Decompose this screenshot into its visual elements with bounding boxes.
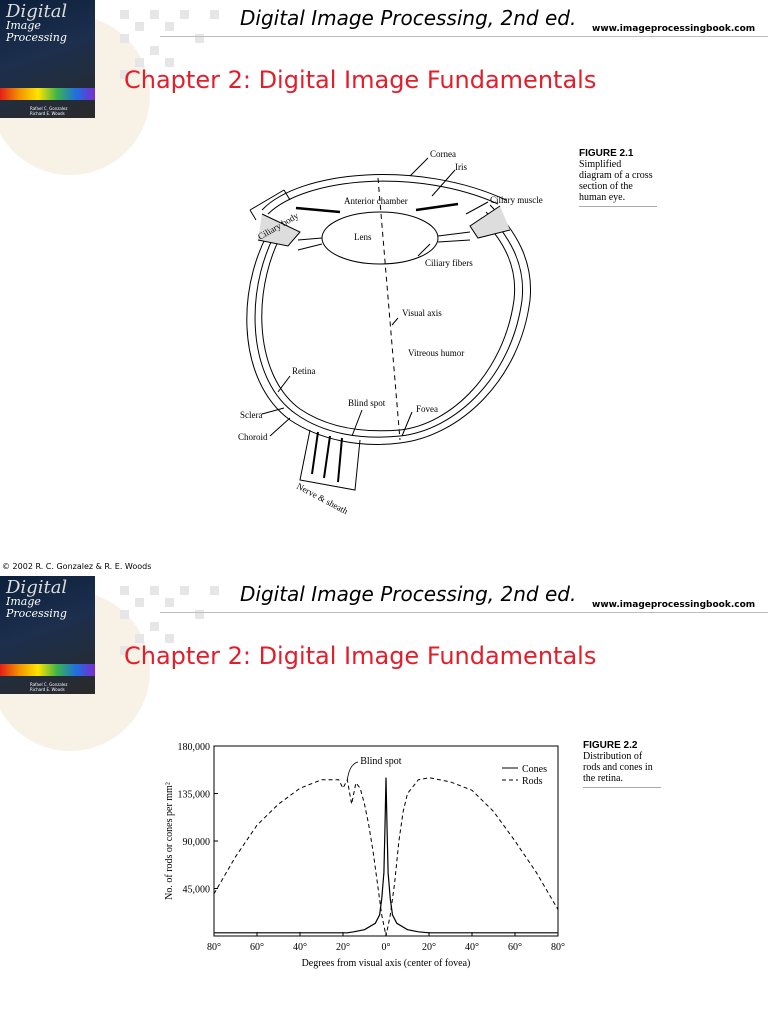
x-tick-label: 40° xyxy=(293,942,307,953)
x-axis-label: Degrees from visual axis (center of fovea) xyxy=(301,958,471,969)
label-ciliary-fibers: Ciliary fibers xyxy=(425,258,473,268)
x-tick-label: 60° xyxy=(508,942,522,953)
y-axis-label: No. of rods or cones per mm² xyxy=(164,782,175,900)
x-tick-label: 20° xyxy=(336,942,350,953)
caption-rule xyxy=(583,787,661,788)
figure-2-1-caption: FIGURE 2.1 Simplified diagram of a cross section of the human eye. xyxy=(579,148,657,207)
figure-number: FIGURE 2.1 xyxy=(579,148,634,159)
label-visual-axis: Visual axis xyxy=(402,308,442,318)
website-url: www.imageprocessingbook.com xyxy=(592,600,756,610)
figure-number: FIGURE 2.2 xyxy=(583,740,638,751)
label-iris: Iris xyxy=(455,162,467,172)
label-lens: Lens xyxy=(354,232,372,242)
book-title-header: Digital Image Processing, 2nd ed. xyxy=(240,582,577,606)
chapter-title: Chapter 2: Digital Image Fundamentals xyxy=(124,66,597,94)
label-choroid: Choroid xyxy=(238,432,268,442)
legend-label: Cones xyxy=(522,764,547,775)
label-nerve-sheath: Nerve & sheath xyxy=(295,480,350,517)
cover-authors: Rafael C. Gonzalez Richard E. Woods xyxy=(30,106,68,116)
series-line-cones xyxy=(214,778,558,933)
plot-frame xyxy=(214,746,558,936)
book-title-header: Digital Image Processing, 2nd ed. xyxy=(240,6,577,30)
y-tick-label: 90,000 xyxy=(182,837,210,848)
cover-title-line3: Processing xyxy=(6,31,67,44)
cover-title-line1: Digital xyxy=(6,1,68,22)
rods-cones-distribution-chart xyxy=(0,576,768,1024)
caption-rule xyxy=(579,206,657,207)
x-tick-label: 80° xyxy=(207,942,221,953)
chapter-title: Chapter 2: Digital Image Fundamentals xyxy=(124,642,597,670)
x-tick-label: 20° xyxy=(422,942,436,953)
figure-2-2-caption: FIGURE 2.2 Distribution of rods and cones in the retina. xyxy=(583,740,661,788)
cover-title-line2: Image xyxy=(6,19,41,32)
slide-rods-cones-chart xyxy=(0,576,768,1024)
label-ciliary-muscle: Ciliary muscle xyxy=(490,195,543,205)
label-retina: Retina xyxy=(292,366,316,376)
copyright-notice: © 2002 R. C. Gonzalez & R. E. Woods xyxy=(2,562,152,571)
label-fovea: Fovea xyxy=(416,404,438,414)
legend-label: Rods xyxy=(522,776,543,787)
x-tick-label: 60° xyxy=(250,942,264,953)
label-blind-spot: Blind spot xyxy=(348,398,386,408)
label-vitreous-humor: Vitreous humor xyxy=(408,348,465,358)
x-tick-label: 80° xyxy=(551,942,565,953)
label-sclera: Sclera xyxy=(240,410,263,420)
cover-authors: Rafael C. Gonzalez Richard E. Woods xyxy=(30,682,68,692)
x-tick-label: 0° xyxy=(381,942,391,953)
blind-spot-annotation: Blind spot xyxy=(360,756,402,767)
website-url: www.imageprocessingbook.com xyxy=(592,24,756,34)
x-tick-label: 40° xyxy=(465,942,479,953)
label-anterior-chamber: Anterior chamber xyxy=(344,196,408,206)
y-tick-label: 45,000 xyxy=(182,884,210,896)
label-cornea: Cornea xyxy=(430,149,456,159)
blind-spot-arrow xyxy=(347,762,358,780)
label-ciliary-body: Ciliary body xyxy=(256,210,301,242)
y-tick-label: 135,000 xyxy=(177,789,210,801)
y-tick-label: 180,000 xyxy=(177,742,210,753)
book-cover-image: Digital Image Processing Rafael C. Gonzalez Richard E. Woods xyxy=(0,576,95,694)
